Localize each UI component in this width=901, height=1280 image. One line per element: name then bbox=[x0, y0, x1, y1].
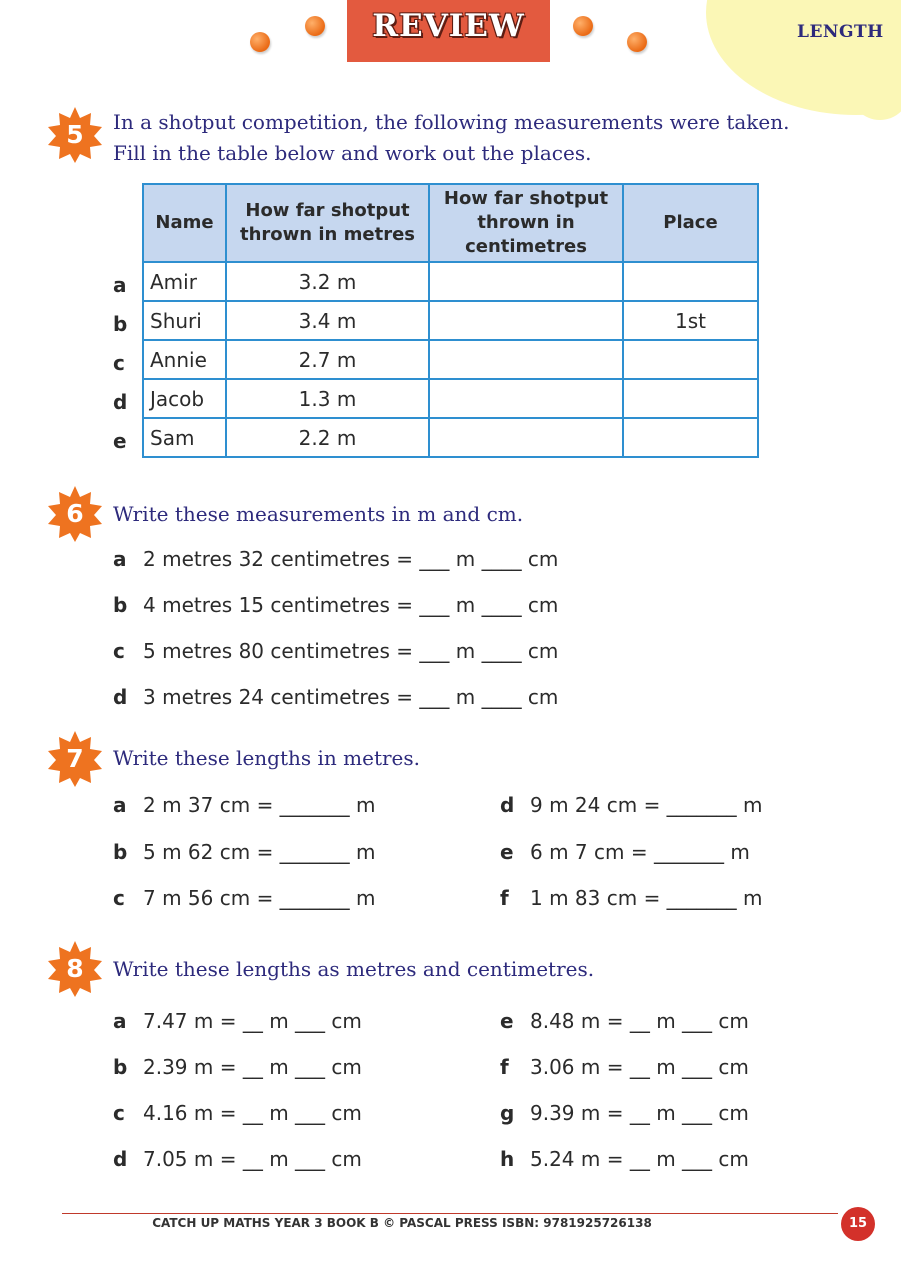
cell-centimetres-answer[interactable] bbox=[429, 379, 623, 418]
question-6-badge bbox=[47, 486, 103, 542]
question-6-instruction: Write these measurements in m and cm. bbox=[113, 502, 524, 526]
item-label: a bbox=[113, 793, 127, 817]
item-text: 1 m 83 cm = _______ m bbox=[530, 886, 763, 910]
item-label: c bbox=[113, 886, 125, 910]
item-label: a bbox=[113, 1009, 127, 1033]
item-label: e bbox=[500, 1009, 514, 1033]
header-centimetres: How far shotput thrown in centimetres bbox=[429, 184, 623, 262]
cell-metres: 3.4 m bbox=[226, 301, 429, 340]
row-label: a bbox=[113, 273, 127, 297]
question-5-instruction-line2: Fill in the table below and work out the places. bbox=[113, 141, 592, 165]
cell-place-answer[interactable] bbox=[623, 340, 758, 379]
item-text: 7.05 m = __ m ___ cm bbox=[143, 1147, 362, 1171]
item-text: 4 metres 15 centimetres = ___ m ____ cm bbox=[143, 593, 559, 617]
item-label: f bbox=[500, 886, 509, 910]
table-row bbox=[143, 262, 758, 301]
item-text: 5 m 62 cm = _______ m bbox=[143, 840, 376, 864]
cell-name: Jacob bbox=[143, 379, 226, 418]
table-row bbox=[143, 340, 758, 379]
cell-place-answer[interactable] bbox=[623, 379, 758, 418]
exercise-item[interactable] bbox=[113, 1101, 362, 1125]
item-label: a bbox=[113, 547, 127, 571]
cell-metres: 2.2 m bbox=[226, 418, 429, 457]
footer-text: CATCH UP MATHS YEAR 3 BOOK B © PASCAL PRESS ISBN: 9781925726138 bbox=[152, 1216, 652, 1230]
item-label: f bbox=[500, 1055, 509, 1079]
cell-metres: 3.2 m bbox=[226, 262, 429, 301]
page-number: 15 bbox=[841, 1207, 875, 1241]
item-text: 3 metres 24 centimetres = ___ m ____ cm bbox=[143, 685, 559, 709]
item-label: h bbox=[500, 1147, 515, 1171]
cell-centimetres-answer[interactable] bbox=[429, 340, 623, 379]
exercise-item[interactable] bbox=[113, 1055, 362, 1079]
exercise-item[interactable] bbox=[500, 1101, 749, 1125]
cell-place-answer[interactable] bbox=[623, 262, 758, 301]
question-5-badge bbox=[47, 107, 103, 163]
question-7-badge bbox=[47, 731, 103, 787]
item-label: e bbox=[500, 840, 514, 864]
exercise-item[interactable] bbox=[500, 1055, 749, 1079]
cell-metres: 2.7 m bbox=[226, 340, 429, 379]
question-8-number: 8 bbox=[66, 954, 84, 983]
cell-centimetres-answer[interactable] bbox=[429, 418, 623, 457]
item-label: b bbox=[113, 593, 128, 617]
question-6-number: 6 bbox=[66, 499, 84, 528]
item-label: d bbox=[500, 793, 515, 817]
exercise-item[interactable] bbox=[113, 685, 558, 709]
exercise-item[interactable] bbox=[500, 1009, 749, 1033]
item-text: 5.24 m = __ m ___ cm bbox=[530, 1147, 749, 1171]
item-text: 2 metres 32 centimetres = ___ m ____ cm bbox=[143, 547, 559, 571]
item-text: 9 m 24 cm = _______ m bbox=[530, 793, 763, 817]
item-label: g bbox=[500, 1101, 515, 1125]
cell-metres: 1.3 m bbox=[226, 379, 429, 418]
exercise-item[interactable] bbox=[113, 886, 376, 910]
header-place: Place bbox=[623, 184, 758, 262]
question-5-instruction bbox=[113, 107, 789, 169]
item-label: c bbox=[113, 1101, 125, 1125]
row-label: c bbox=[113, 351, 125, 375]
item-label: b bbox=[113, 1055, 128, 1079]
item-text: 6 m 7 cm = _______ m bbox=[530, 840, 750, 864]
decorative-dot bbox=[627, 32, 647, 52]
item-text: 4.16 m = __ m ___ cm bbox=[143, 1101, 362, 1125]
exercise-item[interactable] bbox=[113, 639, 558, 663]
question-8-badge bbox=[47, 941, 103, 997]
question-5-instruction-line1: In a shotput competition, the following measurements were taken. bbox=[113, 110, 790, 134]
cell-name: Amir bbox=[143, 262, 226, 301]
table-row bbox=[143, 301, 758, 340]
cell-place-answer[interactable] bbox=[623, 418, 758, 457]
decorative-dot bbox=[250, 32, 270, 52]
topic-label: LENGTH bbox=[797, 22, 884, 42]
cell-name: Sam bbox=[143, 418, 226, 457]
exercise-item[interactable] bbox=[500, 886, 763, 910]
decorative-dot bbox=[573, 16, 593, 36]
header-metres: How far shotput thrown in metres bbox=[226, 184, 429, 262]
row-label: d bbox=[113, 390, 128, 414]
table-row bbox=[143, 379, 758, 418]
exercise-item[interactable] bbox=[113, 1009, 362, 1033]
footer-divider bbox=[62, 1213, 838, 1214]
item-text: 2.39 m = __ m ___ cm bbox=[143, 1055, 362, 1079]
shotput-table bbox=[142, 183, 759, 458]
cell-centimetres-answer[interactable] bbox=[429, 301, 623, 340]
item-text: 2 m 37 cm = _______ m bbox=[143, 793, 376, 817]
question-5-number: 5 bbox=[66, 120, 84, 149]
question-8-instruction: Write these lengths as metres and centimetres. bbox=[113, 957, 595, 981]
exercise-item[interactable] bbox=[113, 1147, 362, 1171]
item-label: d bbox=[113, 685, 128, 709]
row-label: b bbox=[113, 312, 128, 336]
cell-name: Annie bbox=[143, 340, 226, 379]
item-text: 9.39 m = __ m ___ cm bbox=[530, 1101, 749, 1125]
cell-place-answer[interactable]: 1st bbox=[623, 301, 758, 340]
corner-decoration-bump bbox=[850, 60, 901, 120]
item-label: d bbox=[113, 1147, 128, 1171]
header-name: Name bbox=[143, 184, 226, 262]
item-text: 7.47 m = __ m ___ cm bbox=[143, 1009, 362, 1033]
exercise-item[interactable] bbox=[113, 840, 376, 864]
item-text: 7 m 56 cm = _______ m bbox=[143, 886, 376, 910]
exercise-item[interactable] bbox=[500, 1147, 749, 1171]
decorative-dot bbox=[305, 16, 325, 36]
exercise-item[interactable] bbox=[500, 793, 763, 817]
item-label: c bbox=[113, 639, 125, 663]
cell-name: Shuri bbox=[143, 301, 226, 340]
exercise-item[interactable] bbox=[113, 547, 558, 571]
question-7-instruction: Write these lengths in metres. bbox=[113, 746, 421, 770]
exercise-item[interactable] bbox=[113, 793, 376, 817]
row-label: e bbox=[113, 429, 127, 453]
item-text: 8.48 m = __ m ___ cm bbox=[530, 1009, 749, 1033]
exercise-item[interactable] bbox=[113, 593, 558, 617]
question-7-number: 7 bbox=[66, 744, 84, 773]
item-label: b bbox=[113, 840, 128, 864]
table-row bbox=[143, 418, 758, 457]
item-text: 3.06 m = __ m ___ cm bbox=[530, 1055, 749, 1079]
table-header-row bbox=[143, 184, 758, 262]
review-banner-title: REVIEW bbox=[372, 8, 525, 44]
item-text: 5 metres 80 centimetres = ___ m ____ cm bbox=[143, 639, 559, 663]
cell-centimetres-answer[interactable] bbox=[429, 262, 623, 301]
exercise-item[interactable] bbox=[500, 840, 750, 864]
